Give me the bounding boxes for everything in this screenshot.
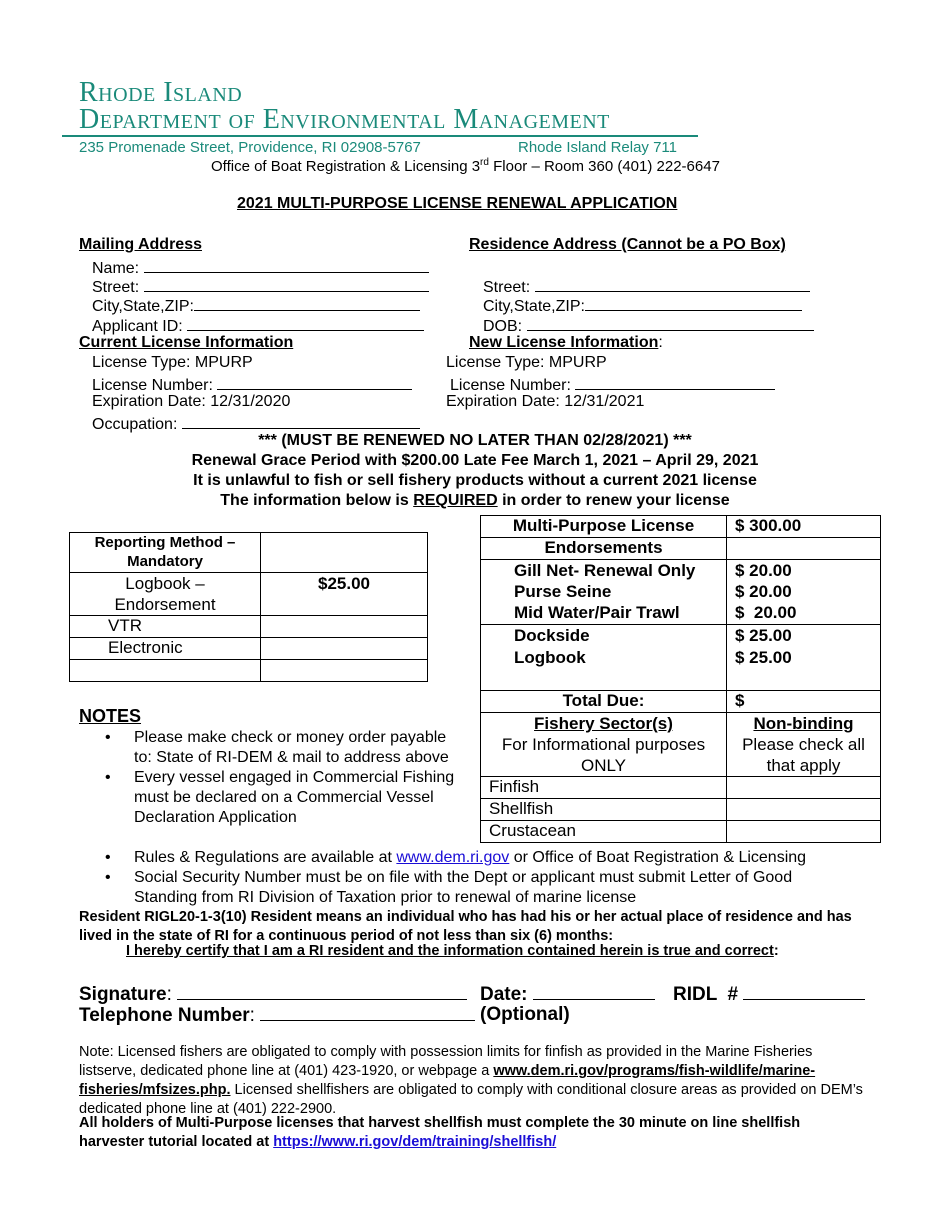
endorsements-heading: Endorsements xyxy=(481,538,727,560)
resident-definition: Resident RIGL20-1-3(10) Resident means an individual who has had his or her actual place of residence and has lived in the state of RI for a continuous period of not less than six (6) months: xyxy=(79,909,852,944)
office-line: Office of Boat Registration & Licensing 3rd Floor – Room 360 (401) 222-6647 xyxy=(211,157,720,175)
endorsement-item: Purse Seine xyxy=(514,582,612,601)
nonbinding-subheading: Please check all that apply xyxy=(742,735,865,775)
sector-finfish-checkbox[interactable] xyxy=(727,777,881,799)
endorsement-price: $ 20.00 xyxy=(735,603,797,622)
new-license-number-field[interactable]: License Number: xyxy=(450,374,775,395)
current-license-type: License Type: MPURP xyxy=(92,354,253,371)
agency-name-line2: Department of Environmental Management xyxy=(79,104,610,135)
reporting-vtr-label: VTR xyxy=(70,616,261,638)
fee-table xyxy=(480,515,881,843)
dem-website-link[interactable]: www.dem.ri.gov xyxy=(396,849,510,866)
applicant-id-field[interactable]: Applicant ID: xyxy=(92,315,424,336)
endorsement-item: Mid Water/Pair Trawl xyxy=(514,603,680,622)
current-license-number-field[interactable]: License Number: xyxy=(92,374,412,395)
current-expiration: Expiration Date: 12/31/2020 xyxy=(92,393,291,410)
certify-statement: I hereby certify that I am a RI resident and the information contained herein is true and correct: xyxy=(126,943,779,959)
endorsements-blank xyxy=(727,538,881,560)
telephone-field[interactable]: Telephone Number: xyxy=(79,1004,475,1027)
mailing-street-field[interactable]: Street: xyxy=(92,276,429,297)
mailing-name-field[interactable]: Name: xyxy=(92,257,429,278)
relay-number: Rhode Island Relay 711 xyxy=(518,139,677,156)
mp-license-label: Multi-Purpose License xyxy=(481,516,727,538)
residence-heading: Residence Address (Cannot be a PO Box) xyxy=(469,236,786,253)
mailing-heading: Mailing Address xyxy=(79,236,202,253)
endorsement-group-1-prices xyxy=(727,560,881,625)
grace-period: Renewal Grace Period with $200.00 Late Fee March 1, 2021 – April 29, 2021 xyxy=(191,452,759,469)
new-license-heading: New License Information: xyxy=(469,334,663,351)
new-license-type: License Type: MPURP xyxy=(446,354,607,371)
required-notice: The information below is REQUIRED in order to renew your license xyxy=(220,492,730,509)
endorsement-group-2 xyxy=(481,625,727,691)
shellfish-tutorial-link[interactable]: https://www.ri.gov/dem/training/shellfish/ xyxy=(273,1134,557,1150)
new-expiration: Expiration Date: 12/31/2021 xyxy=(446,393,645,410)
signature-field[interactable]: Signature: xyxy=(79,983,467,1006)
mailing-city-field[interactable]: City,State,ZIP: xyxy=(92,295,420,316)
reporting-logbook-label: Logbook – Endorsement xyxy=(70,573,261,616)
unlawful-notice: It is unlawful to fish or sell fishery products without a current 2021 license xyxy=(193,472,757,489)
sector-heading-cell xyxy=(481,713,727,777)
mfsizes-link[interactable]: www.dem.ri.gov/programs/fish-wildlife/marine-fisheries/mfsizes.php. xyxy=(79,1063,816,1098)
endorsement-item: Logbook xyxy=(514,648,586,667)
reporting-logbook-value: $25.00 xyxy=(261,573,428,616)
ridl-field[interactable]: RIDL # xyxy=(673,983,865,1006)
endorsement-price: $ 25.00 xyxy=(735,626,792,645)
note-item: • Rules & Regulations are available at www.dem.ri.gov or Office of Boat Registration & Licensing xyxy=(78,848,878,868)
notes-list-full xyxy=(78,848,878,908)
reporting-vtr-checkbox[interactable] xyxy=(261,616,428,638)
sector-finfish: Finfish xyxy=(481,777,727,799)
occupation-field[interactable]: Occupation: xyxy=(92,413,420,434)
notes-list-left xyxy=(78,728,468,828)
note-item: • Please make check or money order payable to: State of RI-DEM & mail to address above xyxy=(78,728,468,768)
sector-subheading: For Informational purposes ONLY xyxy=(501,735,706,775)
note-item: • Every vessel engaged in Commercial Fishing must be declared on a Commercial Vessel Declaration Application xyxy=(78,768,468,828)
reporting-electronic-checkbox[interactable] xyxy=(261,638,428,660)
notes-heading: NOTES xyxy=(79,706,142,726)
page-title: 2021 MULTI-PURPOSE LICENSE RENEWAL APPLICATION xyxy=(237,195,678,212)
sector-crustacean-checkbox[interactable] xyxy=(727,821,881,843)
endorsement-price: $ 25.00 xyxy=(735,648,792,667)
nonbinding-heading: Non-binding xyxy=(753,714,854,733)
reporting-electronic-label: Electronic xyxy=(70,638,261,660)
reporting-header: Reporting Method – Mandatory xyxy=(70,533,261,573)
reporting-blank-cell xyxy=(70,660,261,682)
total-due-value[interactable]: $ xyxy=(727,691,881,713)
current-license-heading: Current License Information xyxy=(79,334,294,351)
endorsement-group-1 xyxy=(481,560,727,625)
renew-deadline: *** (MUST BE RENEWED NO LATER THAN 02/28/2021) *** xyxy=(258,432,692,449)
optional-label: (Optional) xyxy=(480,1004,570,1025)
endorsement-item: Gill Net- Renewal Only xyxy=(514,561,696,580)
shellfish-notice: All holders of Multi-Purpose licenses that harvest shellfish must complete the 30 minute on line shellfish harvester tutorial located at https://www.ri.gov/dem/training/shellfish/ xyxy=(79,1115,801,1150)
header-rule xyxy=(62,135,698,137)
mp-license-price: $ 300.00 xyxy=(727,516,881,538)
sector-heading: Fishery Sector(s) xyxy=(534,714,673,733)
endorsement-price: $ 20.00 xyxy=(735,561,792,580)
note-item: • Social Security Number must be on file with the Dept or applicant must submit Letter of Good Standing from RI Division of Taxation prior to renewal of marine license xyxy=(78,868,878,908)
total-due-label: Total Due: xyxy=(481,691,727,713)
reporting-header-blank xyxy=(261,533,428,573)
endorsement-item: Dockside xyxy=(514,626,590,645)
sector-crustacean: Crustacean xyxy=(481,821,727,843)
dob-field[interactable]: DOB: xyxy=(483,315,814,336)
residence-street-field[interactable]: Street: xyxy=(483,276,810,297)
endorsement-price: $ 20.00 xyxy=(735,582,792,601)
residence-city-field[interactable]: City,State,ZIP: xyxy=(483,295,802,316)
footer-note: Note: Licensed fishers are obligated to comply with possession limits for finfish as provided in the Marine Fisheries listserve, dedicated phone line at (401) 423-1920, or webpage a www.dem.ri.gov/programs/fish-wildlife/marine-fisheries/mfsizes.php. Licensed shellfishers are obligated to comply with conditional closure areas as provided on DEM’s dedicated phone line at (401) 222-2900. xyxy=(79,1044,863,1117)
reporting-method-table xyxy=(69,532,428,682)
agency-address: 235 Promenade Street, Providence, RI 02908-5767 xyxy=(79,139,421,156)
reporting-blank-cell xyxy=(261,660,428,682)
date-field[interactable]: Date: xyxy=(480,983,655,1006)
agency-name-line1: Rhode Island xyxy=(79,77,243,108)
sector-shellfish-checkbox[interactable] xyxy=(727,799,881,821)
sector-shellfish: Shellfish xyxy=(481,799,727,821)
nonbinding-cell xyxy=(727,713,881,777)
endorsement-group-2-prices xyxy=(727,625,881,691)
